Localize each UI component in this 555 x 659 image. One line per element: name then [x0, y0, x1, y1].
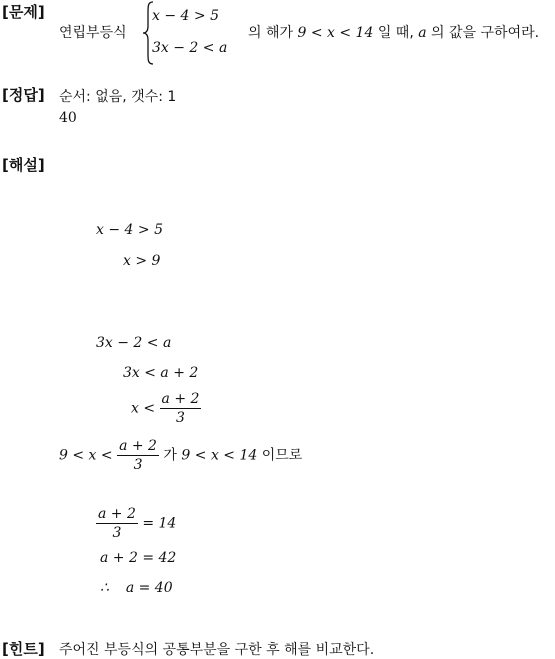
answer-value: 40	[59, 110, 77, 126]
fraction-denominator: 3	[176, 410, 185, 426]
system-eq-2: 3x − 2 < a	[152, 40, 228, 56]
eq1-fraction-denominator: 3	[112, 525, 122, 541]
step1-line2: x > 9	[123, 253, 161, 269]
fraction-numerator: a + 2	[161, 391, 200, 407]
condition-range: 9 < x < 14	[297, 25, 374, 41]
compare-fraction	[117, 437, 159, 474]
eq1-line	[96, 505, 176, 542]
step2-line2: 3x < a + 2	[123, 365, 199, 381]
compare-tail: 이므로	[261, 447, 303, 464]
answer-label: [정답]	[2, 86, 45, 104]
compare-fraction-numerator: a + 2	[119, 438, 157, 454]
compare-range: 9 < x < 14	[181, 447, 258, 464]
eq1-rhs: = 14	[142, 515, 177, 532]
compare-lhs: 9 < x <	[59, 447, 113, 464]
condition-text-a: 의 해가	[248, 25, 294, 41]
compare-line	[59, 437, 302, 474]
eq2-line: a + 2 = 42	[100, 550, 177, 566]
step2-frac-lhs: x <	[131, 400, 156, 417]
eq1-fraction-numerator: a + 2	[98, 506, 136, 522]
result-line	[100, 580, 173, 596]
fraction	[160, 390, 202, 427]
condition-text-b: 일 때,	[377, 25, 414, 41]
compare-mid: 가	[163, 447, 177, 464]
step1-line1: x − 4 > 5	[96, 222, 163, 238]
system-eq-1: x − 4 > 5	[152, 8, 219, 24]
inequality-system	[142, 0, 252, 66]
problem-intro: 연립부등식	[59, 25, 127, 41]
compare-fraction-denominator: 3	[133, 457, 143, 473]
step2-line3	[131, 390, 201, 427]
result-value: a = 40	[125, 580, 173, 596]
explanation-label: [해설]	[2, 156, 45, 174]
step2-line1: 3x − 2 < a	[96, 335, 172, 351]
condition-var-a: a	[418, 25, 427, 41]
condition-text-c: 의 값을 구하여라.	[431, 25, 540, 41]
problem-condition	[248, 22, 539, 42]
therefore-symbol: ∴	[100, 580, 109, 596]
hint-text: 주어진 부등식의 공통부분을 구한 후 해를 비교한다.	[59, 642, 375, 658]
problem-label: [문제]	[2, 3, 45, 21]
eq1-fraction	[96, 505, 138, 542]
answer-meta: 순서: 없음, 갯수: 1	[59, 89, 177, 105]
hint-label: [힌트]	[2, 640, 45, 658]
